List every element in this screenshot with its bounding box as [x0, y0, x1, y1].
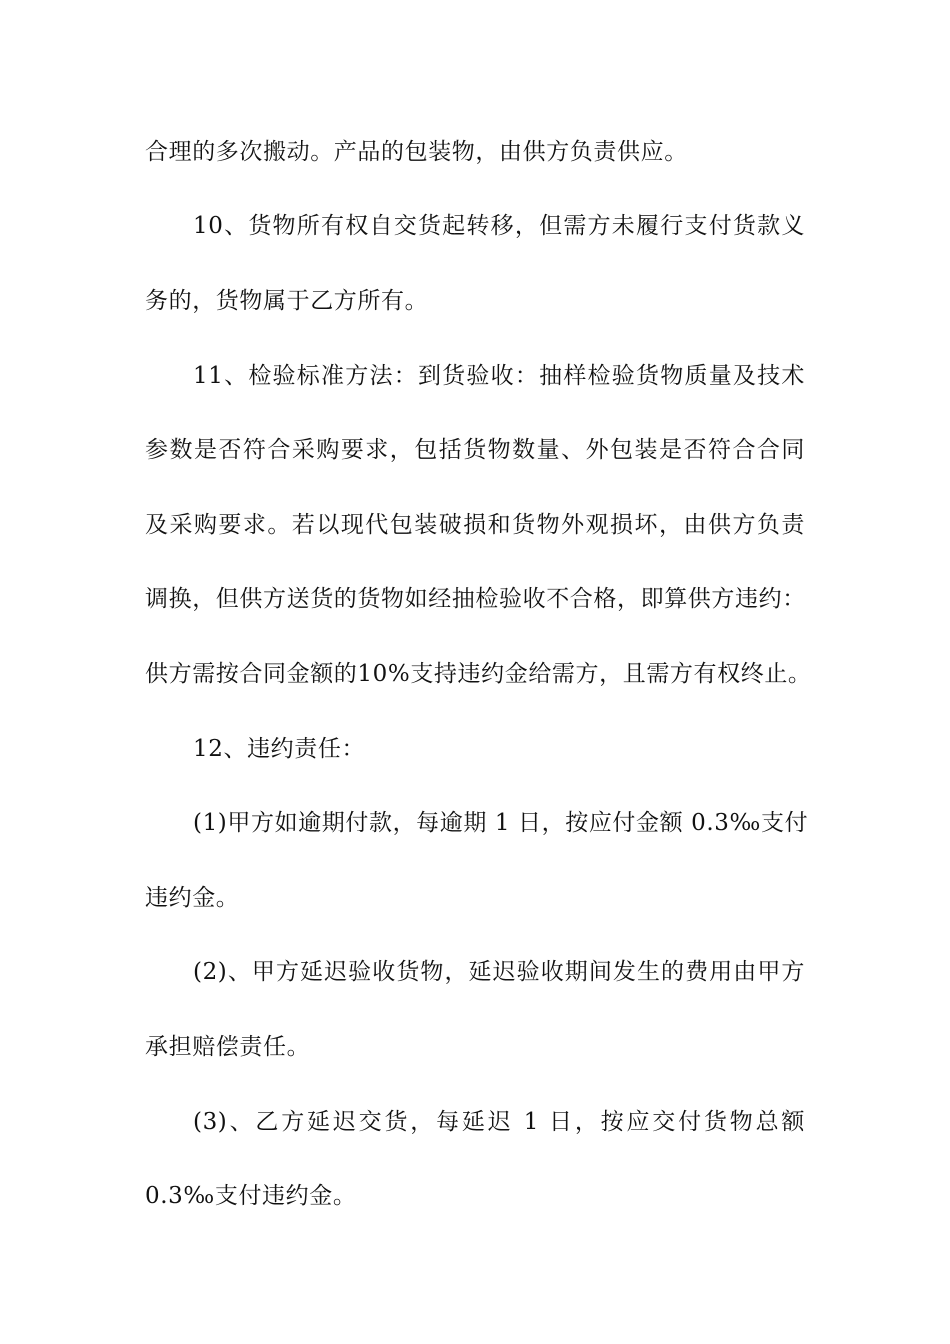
- clause-12-heading: 12、违约责任：: [193, 736, 366, 762]
- clause-11-line-5: 供方需按合同金额的10%支持违约金给需方，且需方有权终止。: [145, 661, 812, 687]
- clause-10-line-1: 10、货物所有权自交货起转移，但需方未履行支付货款义: [193, 213, 805, 239]
- clause-10-line-2: 务的，货物属于乙方所有。: [145, 288, 429, 314]
- clause-11-line-4: 调换，但供方送货的货物如经抽检验收不合格，即算供方违约：: [145, 586, 806, 612]
- clause-12-item-3-line-1: (3)、乙方延迟交货，每延迟 1 日，按应交付货物总额: [193, 1109, 805, 1135]
- text-line-1: 合理的多次搬动。产品的包装物，由供方负责供应。: [145, 139, 688, 165]
- clause-12-item-2-line-1: (2)、甲方延迟验收货物，延迟验收期间发生的费用由甲方: [193, 959, 805, 985]
- clause-12-item-3-line-2: 0.3‰支付违约金。: [145, 1183, 357, 1209]
- clause-12-item-2-line-2: 承担赔偿责任。: [145, 1034, 311, 1060]
- clause-11-line-2: 参数是否符合采购要求，包括货物数量、外包装是否符合合同: [145, 437, 805, 463]
- clause-12-item-1-line-2: 违约金。: [145, 885, 240, 911]
- clause-12-item-1-line-1: (1)甲方如逾期付款，每逾期 1 日，按应付金额 0.3‰支付: [193, 810, 809, 836]
- clause-11-line-1: 11、检验标准方法：到货验收：抽样检验货物质量及技术: [193, 363, 805, 389]
- clause-11-line-3: 及采购要求。若以现代包装破损和货物外观损坏，由供方负责: [145, 512, 805, 538]
